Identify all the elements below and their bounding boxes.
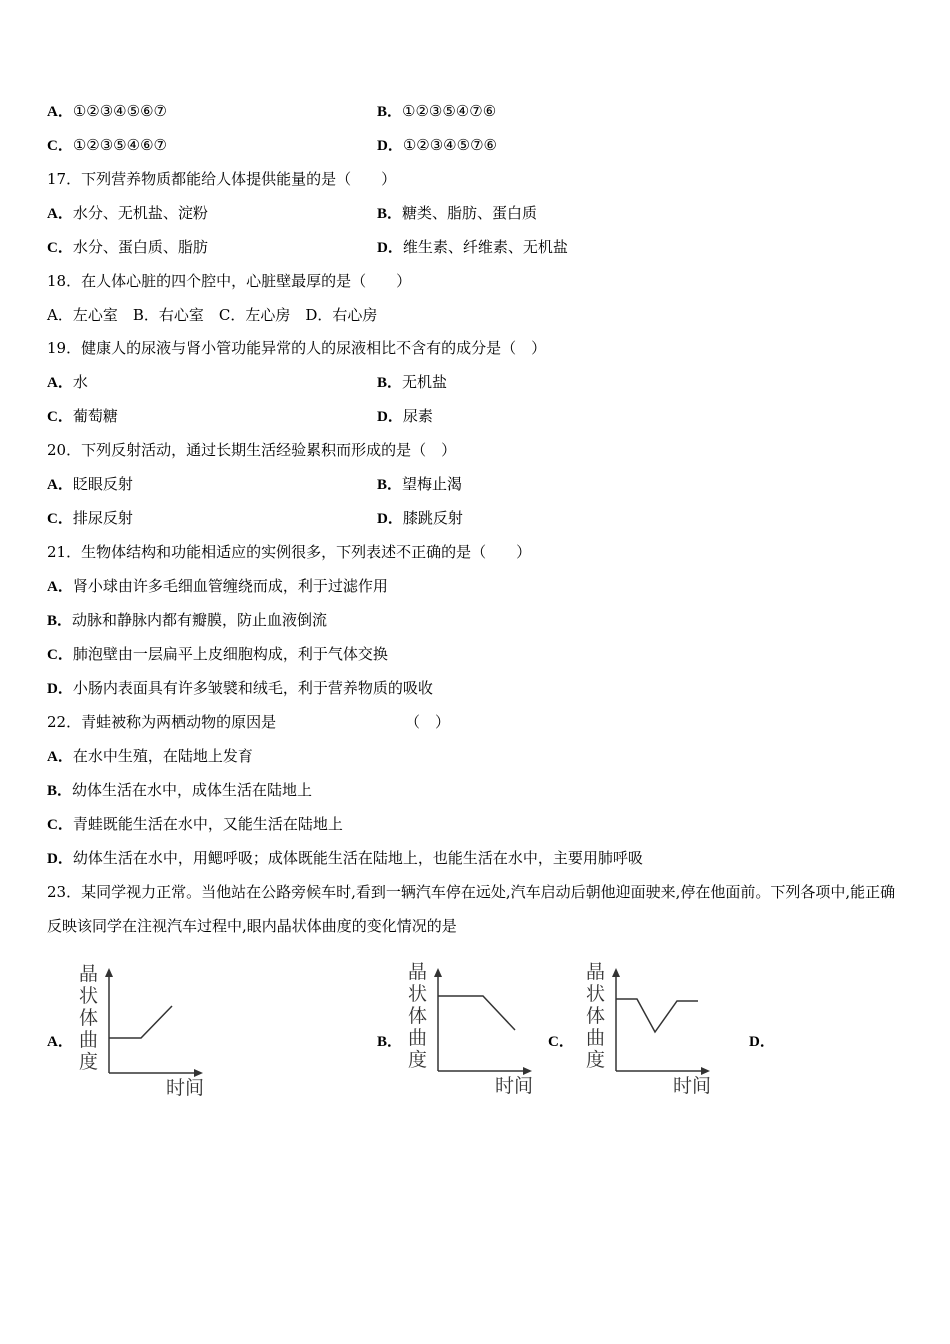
q16-option-a: A．①②③④⑤⑥⑦ [47,102,167,120]
q20-stem: 20．下列反射活动，通过长期生活经验累积而形成的是（ ） [47,441,457,459]
svg-text:状: 状 [408,983,428,1005]
svg-text:曲: 曲 [408,1027,428,1049]
svg-text:晶: 晶 [79,963,99,985]
curve [109,1006,172,1038]
svg-text:曲: 曲 [586,1027,606,1049]
svg-text:状: 状 [79,985,99,1007]
curve [438,996,515,1030]
x-axis-label: 时间 [166,1077,205,1099]
x-axis-label: 时间 [495,1075,534,1097]
q17-stem: 17．下列营养物质都能给人体提供能量的是（ ） [47,170,397,188]
q19-option-a: A．水 [47,373,88,391]
q23-graph-label-c: C． [548,1034,574,1050]
y-axis-label [79,963,98,1073]
q23-graph-c [583,960,718,1100]
q19-option-b: B．无机盐 [377,373,448,391]
q17-option-b: B．糖类、脂肪、蛋白质 [377,204,538,222]
svg-text:度: 度 [79,1051,99,1073]
svg-text:状: 状 [586,983,606,1005]
q21-option-b: B．动脉和静脉内都有瓣膜，防止血液倒流 [47,611,328,629]
q23-stem: 23．某同学视力正常。当他站在公路旁候车时,看到一辆汽车停在远处,汽车启动后朝他迎面驶来,停在他面前。下列各项中,能正确反映该同学在注视汽车过程中,眼内晶状体曲度的变化情况的是 [47,883,896,935]
q23-graph-a [76,960,211,1100]
q19-stem: 19．健康人的尿液与肾小管功能异常的人的尿液相比不含有的成分是（ ） [47,339,547,357]
y-axis-label [408,961,427,1071]
y-axis-label [586,961,605,1071]
q19-option-d: D．尿素 [377,407,433,425]
svg-text:度: 度 [586,1049,606,1071]
q18-stem: 18．在人体心脏的四个腔中，心脏壁最厚的是（ ） [47,272,412,290]
q16-option-d: D．①②③④⑤⑦⑥ [377,136,497,154]
q21-option-c: C．肺泡壁由一层扁平上皮细胞构成，利于气体交换 [47,645,388,663]
svg-text:晶: 晶 [586,961,606,983]
q22-stem: 22．青蛙被称为两栖动物的原因是 [47,713,277,731]
q19-option-c: C．葡萄糖 [47,407,118,425]
q22-paren: （ ） [405,713,451,731]
q16-option-b: B．①②③⑤④⑦⑥ [377,102,497,120]
svg-text:体: 体 [79,1007,99,1029]
svg-text:晶: 晶 [408,961,428,983]
q20-option-a: A．眨眼反射 [47,475,133,493]
q22-option-c: C．青蛙既能生活在水中，又能生活在陆地上 [47,815,343,833]
q23-graph-label-b: B． [377,1034,403,1050]
q21-stem: 21．生物体结构和功能相适应的实例很多，下列表述不正确的是（ ） [47,543,532,561]
q20-option-b: B．望梅止渴 [377,475,463,493]
q23-graph-label-a: A． [47,1034,73,1050]
x-axis-label: 时间 [673,1075,712,1097]
q21-option-d: D．小肠内表面具有许多皱襞和绒毛，利于营养物质的吸收 [47,679,433,697]
q17-option-c: C．水分、蛋白质、脂肪 [47,238,208,256]
q23-graph-b [405,960,540,1100]
q18-options: A．左心室 B．右心室 C．左心房 D．右心房 [47,306,378,324]
q16-option-c: C．①②③⑤④⑥⑦ [47,136,167,154]
curve [616,999,698,1032]
svg-text:体: 体 [586,1005,606,1027]
svg-text:体: 体 [408,1005,428,1027]
q22-option-d: D．幼体生活在水中，用鳃呼吸；成体既能生活在陆地上，也能生活在水中，主要用肺呼吸 [47,849,643,867]
q20-option-d: D．膝跳反射 [377,509,463,527]
svg-text:度: 度 [408,1049,428,1071]
q20-option-c: C．排尿反射 [47,509,133,527]
q17-option-a: A．水分、无机盐、淀粉 [47,204,208,222]
q22-option-b: B．幼体生活在水中，成体生活在陆地上 [47,781,313,799]
svg-text:曲: 曲 [79,1029,99,1051]
q17-option-d: D．维生素、纤维素、无机盐 [377,238,568,256]
q22-option-a: A．在水中生殖，在陆地上发育 [47,747,253,765]
q21-option-a: A．肾小球由许多毛细血管缠绕而成，利于过滤作用 [47,577,388,595]
q23-graph-label-d: D． [749,1034,775,1050]
